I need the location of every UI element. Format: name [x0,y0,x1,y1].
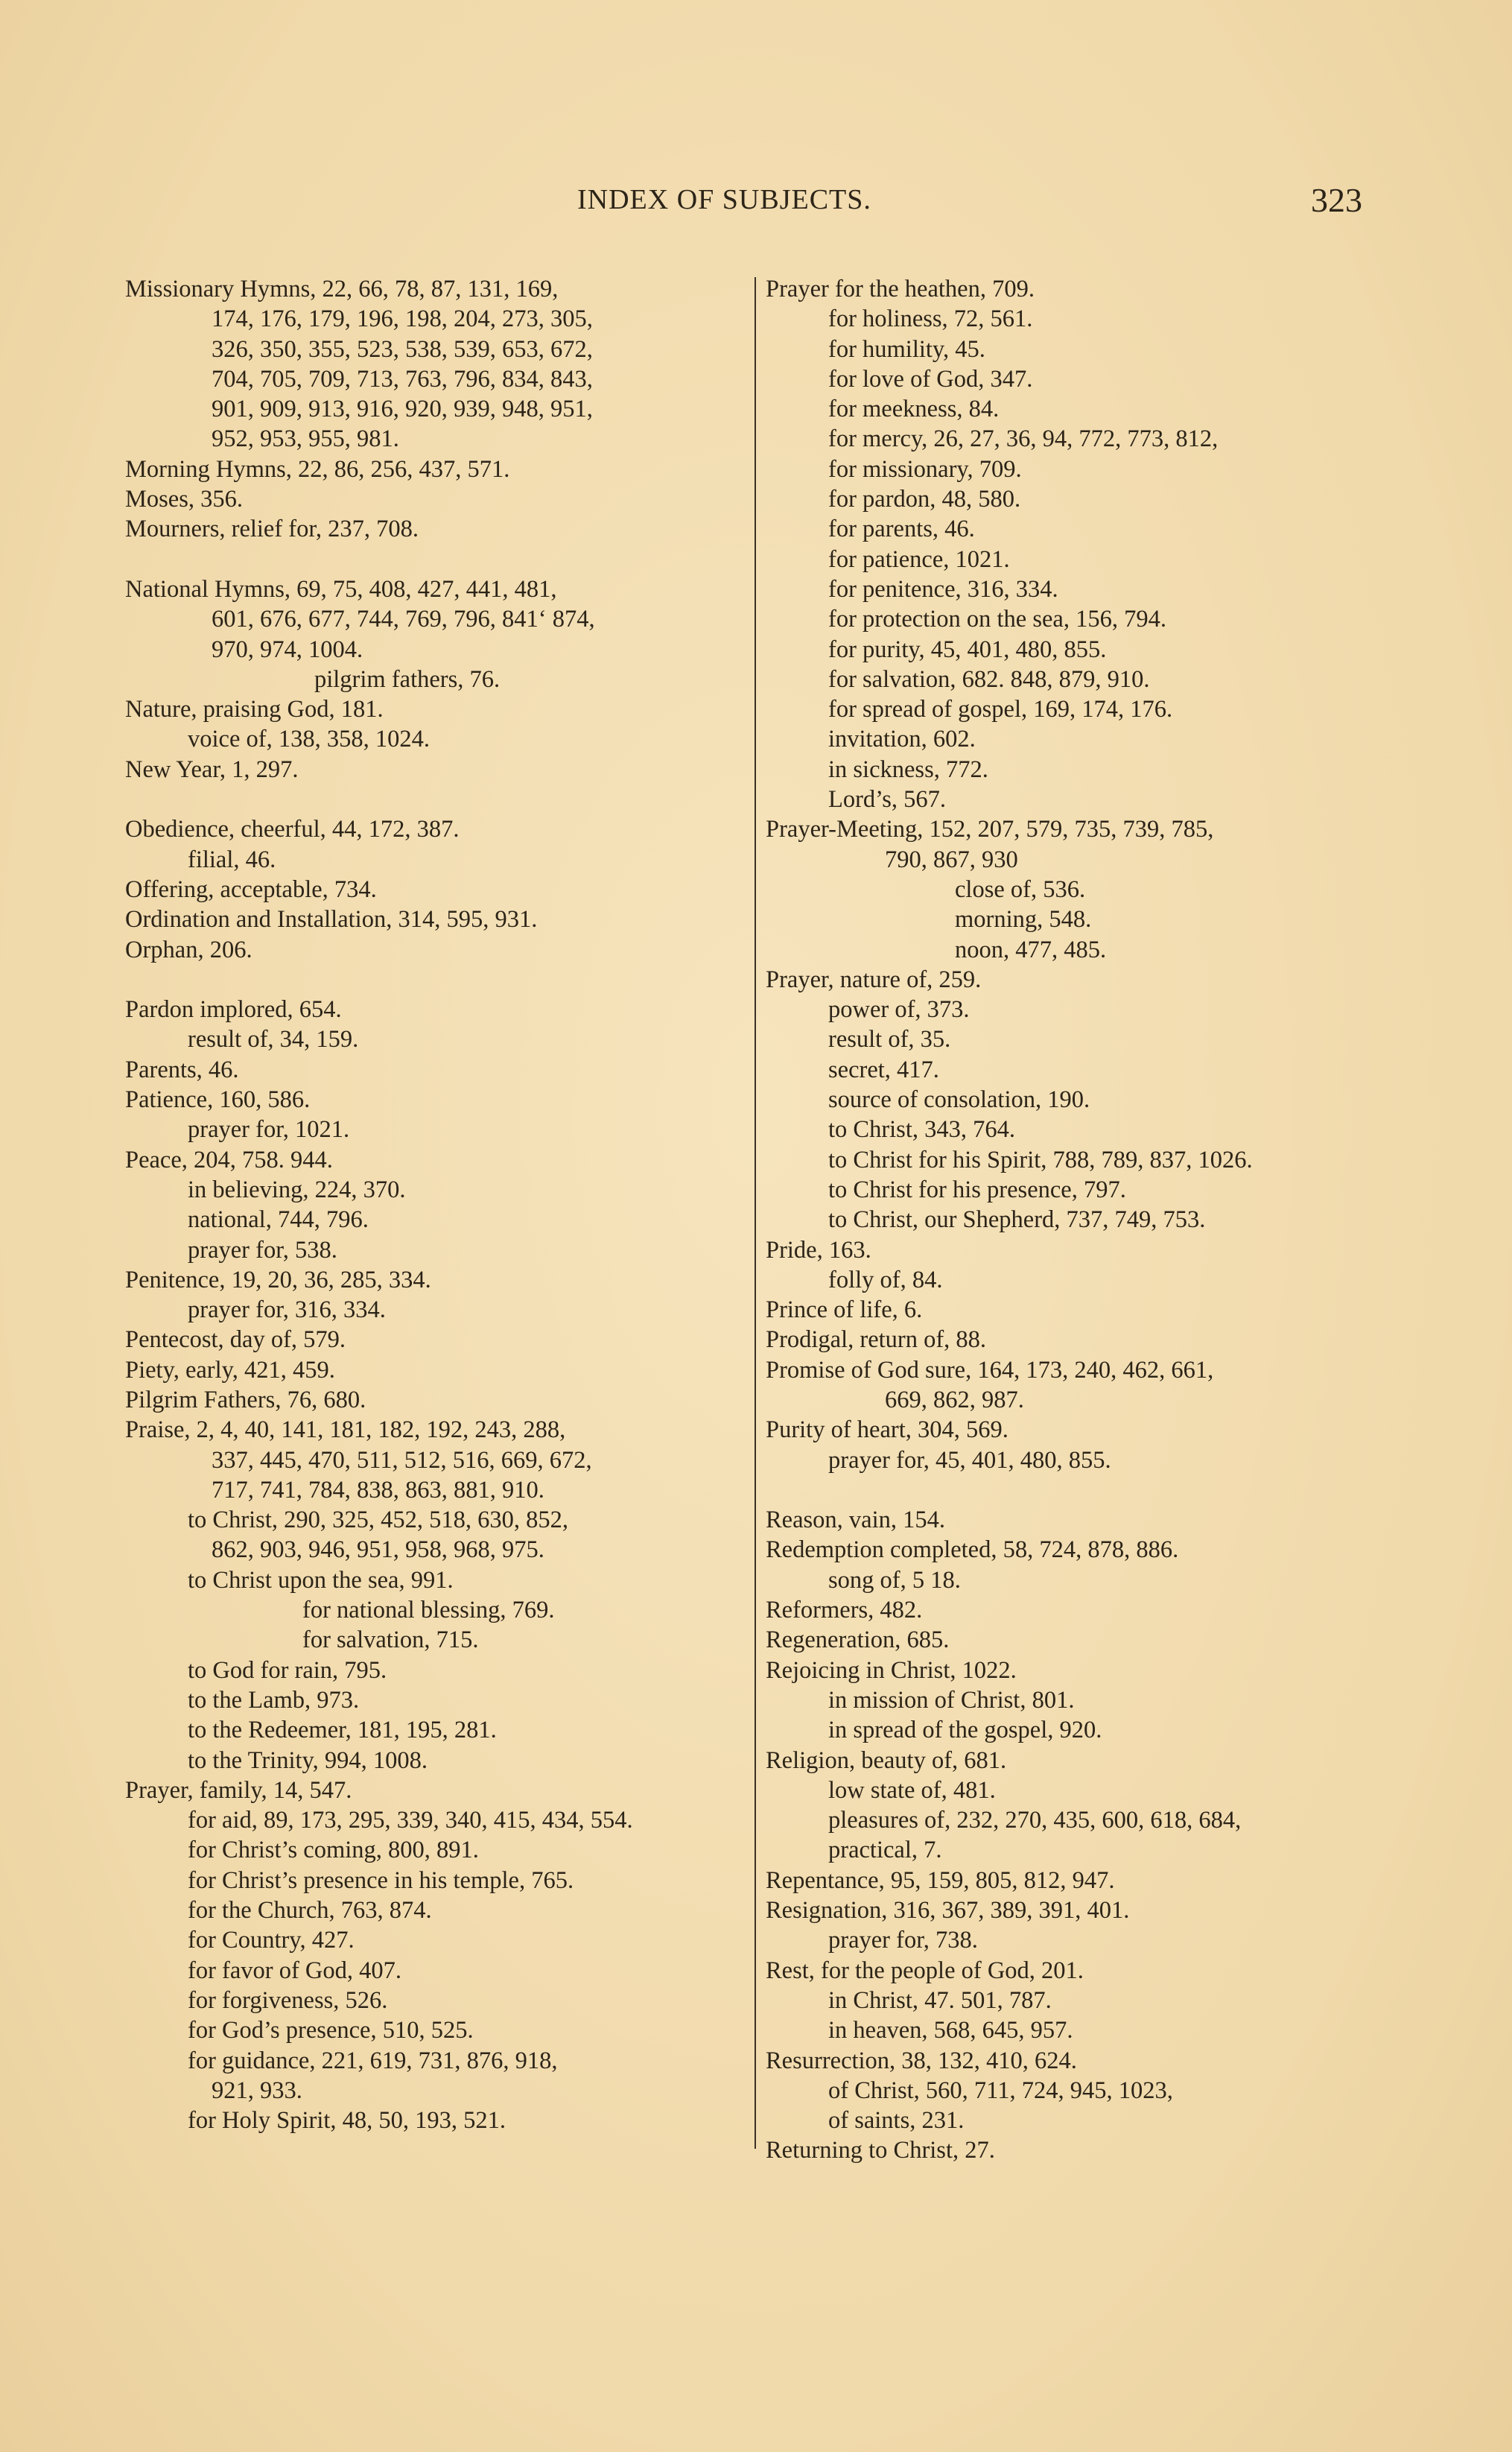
index-subentry: for holiness, 72, 561. [828,305,1033,333]
page-number: 323 [1311,181,1362,219]
section-gap [125,965,745,995]
index-entry: Obedience, cheerful, 44, 172, 387. [125,816,460,843]
index-entry: Prodigal, return of, 88. [766,1326,987,1354]
index-subentry: prayer for, 738. [828,1927,978,1954]
index-entry: Pilgrim Fathers, 76, 680. [125,1386,366,1413]
index-subentry: to Christ for his presence, 797. [828,1176,1126,1203]
index-subentry: of Christ, 560, 711, 724, 945, 1023, [828,2076,1173,2104]
index-subentry: prayer for, 45, 401, 480, 855. [828,1446,1111,1474]
index-entry: Pardon implored, 654. [125,996,342,1024]
index-entry: Reformers, 482. [766,1597,923,1624]
index-subentry: of saints, 231. [828,2107,965,2135]
index-entry: Patience, 160, 586. [125,1086,311,1114]
index-subentry: to Christ, our Shepherd, 737, 749, 753. [828,1206,1206,1234]
index-subentry: for salvation, 682. 848, 879, 910. [828,665,1150,693]
index-subentry: for the Church, 763, 874. [188,1897,432,1924]
index-entry: Prince of life, 6. [766,1296,923,1324]
section-gap [766,1475,1406,1505]
index-subentry: for Country, 427. [188,1927,355,1954]
index-subentry: 717, 741, 784, 838, 863, 881, 910. [212,1476,544,1504]
index-subentry: morning, 548. [955,906,1092,934]
index-entry: Nature, praising God, 181. [125,696,384,723]
index-entry: Religion, beauty of, 681. [766,1746,1007,1774]
index-entry: Pentecost, day of, 579. [125,1326,346,1354]
index-subentry: for Christ’s presence in his temple, 765. [188,1866,574,1894]
index-subentry: secret, 417. [828,1056,939,1083]
index-subentry: for parents, 46. [828,516,975,543]
index-entry: Prayer, nature of, 259. [766,966,982,993]
index-entry: Missionary Hymns, 22, 66, 78, 87, 131, 169, [125,276,559,302]
index-subentry: 601, 676, 677, 744, 769, 796, 841‘ 874, [212,606,595,633]
index-subentry: power of, 373. [828,996,970,1024]
index-entry: Pride, 163. [766,1236,871,1264]
index-entry: Regeneration, 685. [766,1626,950,1654]
index-entry: Parents, 46. [125,1056,239,1083]
index-subentry: in sickness, 772. [828,755,988,783]
index-subentry: in mission of Christ, 801. [828,1686,1075,1714]
index-entry: Orphan, 206. [125,936,252,963]
index-subentry: to Christ, 290, 325, 452, 518, 630, 852, [188,1507,568,1534]
index-subentry: practical, 7. [828,1837,942,1864]
index-subentry: 970, 974, 1004. [212,636,363,663]
index-entry: Returning to Christ, 27. [766,2137,995,2164]
index-subentry: to Christ for his Spirit, 788, 789, 837, 1026. [828,1146,1253,1173]
index-subentry: for pardon, 48, 580. [828,486,1021,513]
index-subentry: for forgiveness, 526. [188,1986,388,2014]
index-subentry: to God for rain, 795. [188,1656,387,1684]
index-subentry: for missionary, 709. [828,455,1022,483]
index-subentry: to Christ, 343, 764. [828,1116,1015,1144]
index-subentry: for salvation, 715. [302,1626,479,1654]
index-entry: Penitence, 19, 20, 36, 285, 334. [125,1266,431,1293]
index-subentry: for humility, 45. [828,335,985,363]
index-subentry: 669, 862, 987. [885,1386,1024,1413]
index-subentry: 862, 903, 946, 951, 958, 968, 975. [212,1536,544,1564]
index-entry: Purity of heart, 304, 569. [766,1416,1008,1444]
index-entry: Promise of God sure, 164, 173, 240, 462, 661, [766,1356,1214,1384]
index-entry: Rest, for the people of God, 201. [766,1957,1084,1984]
index-subentry: to the Redeemer, 181, 195, 281. [188,1717,497,1744]
index-subentry: invitation, 602. [828,726,976,753]
index-subentry: to the Lamb, 973. [188,1686,360,1714]
index-subentry: 921, 933. [212,2076,302,2104]
index-subentry: folly of, 84. [828,1266,943,1293]
index-entry: Mourners, relief for, 237, 708. [125,516,419,543]
index-entry: Ordination and Installation, 314, 595, 931. [125,906,538,934]
index-entry: Peace, 204, 758. 944. [125,1146,333,1173]
running-head [0,183,1512,228]
index-entry: Redemption completed, 58, 724, 878, 886. [766,1536,1179,1564]
index-subentry: for favor of God, 407. [188,1957,402,1984]
index-subentry: in believing, 224, 370. [188,1176,406,1203]
index-subentry: close of, 536. [955,875,1086,903]
index-subentry: for protection on the sea, 156, 794. [828,606,1166,633]
index-subentry: for meekness, 84. [828,396,1000,423]
index-subentry: for purity, 45, 401, 480, 855. [828,636,1107,663]
index-subentry: for penitence, 316, 334. [828,575,1058,603]
index-subentry: filial, 46. [188,846,276,873]
index-entry: Resignation, 316, 367, 389, 391, 401. [766,1897,1130,1924]
page-title: INDEX OF SUBJECTS. [577,184,871,215]
index-subentry: for God’s presence, 510, 525. [188,2017,474,2044]
index-subentry: to Christ upon the sea, 991. [188,1566,454,1594]
index-entry: Prayer-Meeting, 152, 207, 579, 735, 739, 785, [766,816,1214,843]
index-subentry: for spread of gospel, 169, 174, 176. [828,696,1173,723]
index-subentry: for guidance, 221, 619, 731, 876, 918, [188,2047,558,2074]
index-subentry: song of, 5 18. [828,1566,961,1594]
index-entry: Prayer for the heathen, 709. [766,276,1035,302]
section-gap [125,545,745,574]
index-subentry: national, 744, 796. [188,1206,369,1234]
index-subentry: in heaven, 568, 645, 957. [828,2017,1073,2044]
index-entry: Morning Hymns, 22, 86, 256, 437, 571. [125,455,510,483]
index-subentry: prayer for, 538. [188,1236,337,1264]
index-subentry: result of, 35. [828,1026,951,1054]
index-entry: Offering, acceptable, 734. [125,875,377,903]
index-subentry: for mercy, 26, 27, 36, 94, 772, 773, 812, [828,425,1219,453]
index-subentry: to the Trinity, 994, 1008. [188,1746,428,1774]
index-subentry: in Christ, 47. 501, 787. [828,1986,1052,2014]
index-subentry: Lord’s, 567. [828,786,946,814]
index-subentry: for love of God, 347. [828,365,1033,393]
index-entry: Reason, vain, 154. [766,1507,946,1534]
index-subentry: result of, 34, 159. [188,1026,359,1054]
index-subentry: prayer for, 1021. [188,1116,350,1144]
index-subentry: 952, 953, 955, 981. [212,425,399,453]
index-subentry: for patience, 1021. [828,545,1010,573]
index-entry: Moses, 356. [125,486,243,513]
index-entry: Resurrection, 38, 132, 410, 624. [766,2047,1077,2074]
index-entry: Rejoicing in Christ, 1022. [766,1656,1017,1684]
index-entry: Repentance, 95, 159, 805, 812, 947. [766,1866,1115,1894]
section-gap [125,785,745,814]
index-subentry: 901, 909, 913, 916, 920, 939, 948, 951, [212,396,593,423]
index-entry: Piety, early, 421, 459. [125,1356,335,1384]
index-entry: National Hymns, 69, 75, 408, 427, 441, 481, [125,575,557,603]
index-subentry: pilgrim fathers, 76. [314,665,501,693]
index-subentry: pleasures of, 232, 270, 435, 600, 618, 684, [828,1807,1242,1834]
index-subentry: for national blessing, 769. [302,1597,555,1624]
index-entry: New Year, 1, 297. [125,755,299,783]
index-subentry: 174, 176, 179, 196, 198, 204, 273, 305, [212,305,593,333]
index-subentry: low state of, 481. [828,1776,996,1804]
index-subentry: 704, 705, 709, 713, 763, 796, 834, 843, [212,365,593,393]
column-divider [755,277,756,2149]
index-subentry: voice of, 138, 358, 1024. [188,726,430,753]
index-subentry: for aid, 89, 173, 295, 339, 340, 415, 434, 554. [188,1807,633,1834]
index-subentry: noon, 477, 485. [955,936,1107,963]
index-column-right [766,274,1406,2166]
index-entry: Praise, 2, 4, 40, 141, 181, 182, 192, 243, 288, [125,1416,566,1444]
index-subentry: prayer for, 316, 334. [188,1296,386,1324]
index-subentry: 790, 867, 930 [885,846,1018,873]
index-subentry: in spread of the gospel, 920. [828,1717,1102,1744]
index-entry: Prayer, family, 14, 547. [125,1776,352,1804]
index-subentry: 337, 445, 470, 511, 512, 516, 669, 672, [212,1446,592,1474]
index-subentry: 326, 350, 355, 523, 538, 539, 653, 672, [212,335,593,363]
index-column-left [125,274,745,2135]
index-subentry: source of consolation, 190. [828,1086,1090,1114]
index-subentry: for Christ’s coming, 800, 891. [188,1837,479,1864]
index-subentry: for Holy Spirit, 48, 50, 193, 521. [188,2107,506,2135]
